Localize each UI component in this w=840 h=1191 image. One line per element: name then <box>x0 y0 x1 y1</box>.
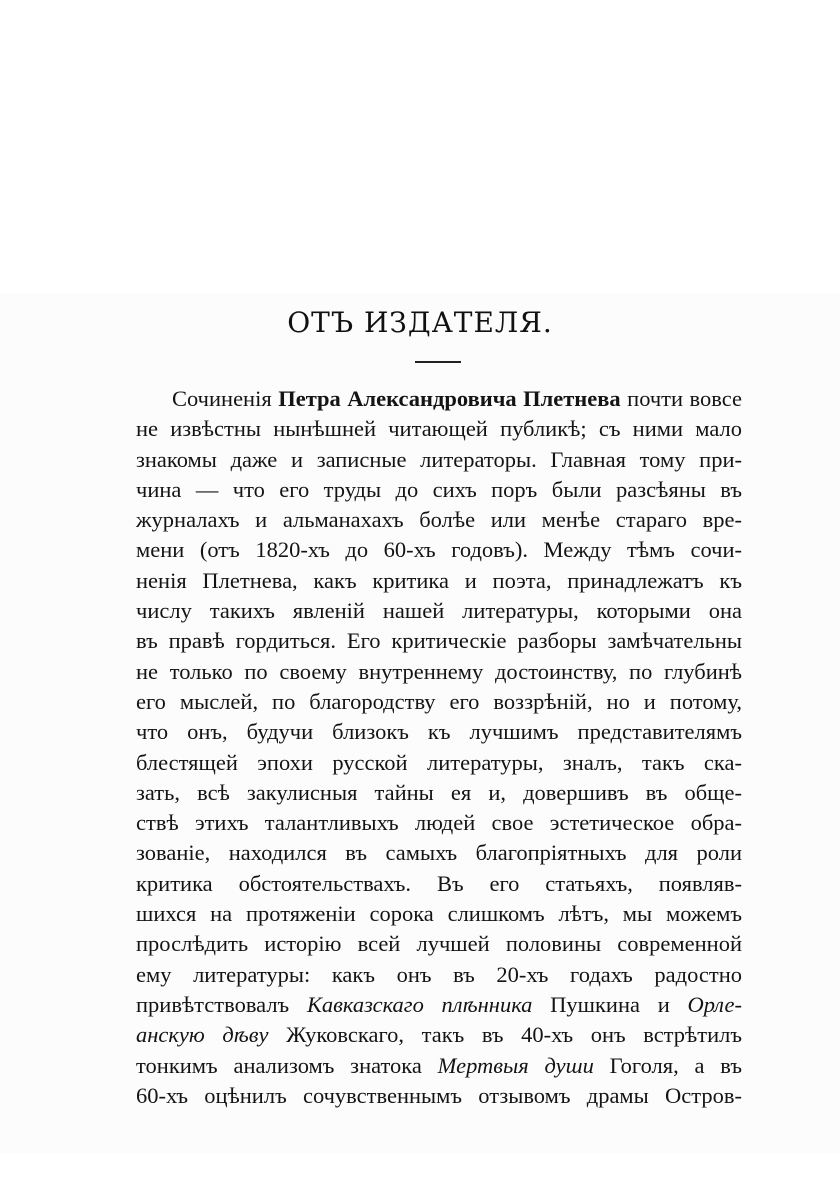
italic-title: анскую дѣву <box>136 1022 269 1048</box>
text-line <box>136 566 742 596</box>
text-segment: шихся на протяженіи сорока слишкомъ лѣтъ, мы можемъ <box>136 901 742 927</box>
text-segment: ненія Плетнева, какъ критика и поэта, принадлежатъ къ <box>136 567 742 593</box>
text-line <box>136 990 742 1020</box>
italic-title: Кавказскаго плѣнника <box>306 991 533 1017</box>
text-line <box>136 475 742 505</box>
text-segment: не извѣстны нынѣшней читающей публикѣ; съ ними мало <box>136 416 742 442</box>
italic-title: Орле- <box>687 991 742 1017</box>
text-segment: знакомы даже и записные литераторы. Главная тому при- <box>136 446 742 472</box>
page-title: ОТЪ ИЗДАТЕЛЯ. <box>287 306 553 339</box>
text-line <box>136 414 742 444</box>
text-segment: ствѣ этихъ талантливыхъ людей свое эстетическое обра- <box>136 810 742 836</box>
text-line <box>136 687 742 717</box>
text-segment: ему литературы: какъ онъ въ 20-хъ годахъ радостно <box>136 961 742 987</box>
text-segment: чина — что его труды до сихъ поръ были разсѣяны въ <box>136 476 742 502</box>
text-segment: прослѣдить исторію всей лучшей половины современной <box>136 931 742 957</box>
italic-title: Мертвыя души <box>437 1052 594 1078</box>
text-line <box>136 778 742 808</box>
text-line <box>136 535 742 565</box>
text-segment: привѣтствовалъ <box>136 991 307 1017</box>
text-segment: Сочиненія <box>172 386 279 411</box>
text-line <box>136 505 742 535</box>
text-line <box>136 717 742 747</box>
text-line <box>136 748 742 778</box>
body-paragraph <box>136 384 742 1111</box>
text-segment: что онъ, будучи близокъ къ лучшимъ представителямъ <box>136 719 742 745</box>
text-line <box>136 838 742 868</box>
text-line <box>136 657 742 687</box>
text-segment: Пушкина и <box>532 991 688 1017</box>
text-segment: не только по своему внутреннему достоинству, по глубинѣ <box>136 658 742 684</box>
text-line <box>136 869 742 899</box>
text-segment: тонкимъ анализомъ знатока <box>136 1052 438 1078</box>
text-line <box>136 899 742 929</box>
text-segment: Жуковскаго, такъ въ 40-хъ онъ встрѣтилъ <box>268 1022 742 1048</box>
text-line <box>136 596 742 626</box>
text-line <box>136 626 742 656</box>
text-segment: мени (отъ 1820-хъ до 60-хъ годовъ). Между тѣмъ сочи- <box>136 537 742 563</box>
text-segment: его мыслей, по благородству его воззрѣній, но и потому, <box>136 688 742 714</box>
author-name: Петра Александровича Плетнева <box>278 386 621 411</box>
text-segment: критика обстоятельствахъ. Въ его статьяхъ, появляв- <box>136 870 742 896</box>
text-segment: почти вовсе <box>620 386 742 411</box>
text-segment: журналахъ и альманахахъ болѣе или менѣе стараго вре- <box>136 507 742 533</box>
text-line <box>136 1051 742 1081</box>
text-line <box>136 808 742 838</box>
text-line <box>136 384 742 414</box>
text-line <box>136 960 742 990</box>
text-line <box>136 929 742 959</box>
text-line <box>136 445 742 475</box>
text-segment: зать, всѣ закулисныя тайны ея и, довершивъ въ обще- <box>136 779 742 805</box>
text-segment: Гоголя, а въ <box>593 1052 742 1078</box>
text-segment: зованіе, находился въ самыхъ благопріятныхъ для роли <box>136 840 742 866</box>
text-line <box>136 1020 742 1050</box>
text-segment: 60-хъ оцѣнилъ сочувственнымъ отзывомъ драмы Остров- <box>136 1082 742 1108</box>
text-segment: блестящей эпохи русской литературы, зналъ, такъ ска- <box>136 749 742 775</box>
text-segment: числу такихъ явленій нашей литературы, которыми она <box>136 598 742 624</box>
text-segment: въ правѣ гордиться. Его критическіе разборы замѣчательны <box>136 628 742 654</box>
title-rule <box>415 361 461 363</box>
text-line <box>136 1081 742 1111</box>
